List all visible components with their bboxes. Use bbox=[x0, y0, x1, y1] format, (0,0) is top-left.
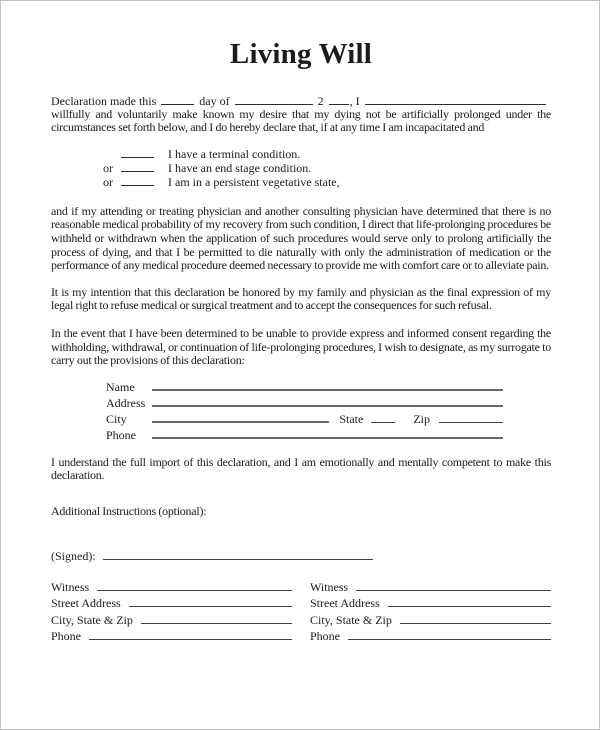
surrogate-phone-row bbox=[106, 428, 503, 444]
terminal-condition-field[interactable] bbox=[121, 148, 154, 158]
surrogate-state-field[interactable] bbox=[371, 412, 395, 423]
or-label: or bbox=[103, 160, 113, 175]
signed-row bbox=[51, 549, 376, 564]
conditions-list bbox=[103, 148, 551, 189]
surrogate-fields-block bbox=[106, 380, 503, 444]
phone-label: Phone bbox=[310, 629, 340, 644]
zip-label: Zip bbox=[413, 411, 430, 426]
witness-column-1 bbox=[51, 580, 292, 646]
street-address-label: Street Address bbox=[310, 596, 380, 611]
page-title: Living Will bbox=[229, 38, 373, 70]
surrogate-name-field[interactable] bbox=[152, 380, 503, 391]
condition-label: I am in a persistent vegetative state, bbox=[168, 174, 340, 189]
witness2-street-field[interactable] bbox=[388, 596, 551, 607]
surrogate-city-field[interactable] bbox=[152, 412, 329, 423]
condition-row-end-stage bbox=[103, 162, 551, 175]
comma-i-label: , I bbox=[349, 93, 360, 108]
city-state-zip-label: City, State & Zip bbox=[51, 612, 133, 627]
condition-label: I have a terminal condition. bbox=[168, 147, 301, 162]
end-stage-condition-field[interactable] bbox=[121, 162, 154, 172]
signature-field[interactable] bbox=[103, 549, 373, 560]
city-label: City bbox=[106, 411, 127, 426]
witness-citystatezip-row bbox=[310, 613, 551, 630]
condition-row-terminal bbox=[103, 148, 551, 161]
day-field[interactable] bbox=[161, 94, 194, 105]
witness-citystatezip-row bbox=[51, 613, 292, 630]
witness1-city-state-zip-field[interactable] bbox=[141, 613, 292, 624]
witness-phone-row bbox=[51, 629, 292, 646]
declarant-name-field[interactable] bbox=[365, 94, 546, 105]
surrogate-name-row bbox=[106, 380, 503, 396]
address-label: Address bbox=[106, 395, 146, 410]
surrogate-paragraph: In the event that I have been determined to be unable to provide express and informed consent regarding the withholding, withdrawal, or continuation of life-prolonging procedures, I wish to designate, as my surrogate to carry out the provisions of this declaration: bbox=[51, 326, 551, 368]
condition-label: I have an end stage condition. bbox=[168, 160, 312, 175]
witness-label: Witness bbox=[310, 579, 349, 594]
witness1-name-field[interactable] bbox=[97, 580, 292, 591]
directive-paragraph: and if my attending or treating physician and another consulting physician have determined that there is no reasonable medical probability of my recovery from such condition, I direct that life-prolonging procedures be withheld or withdrawn when the application of such procedures would serve only to prolong artificially the process of dying, and that I be permitted to die naturally with only the administration of medication or the performance of any medical procedure deemed necessary to provide me with comfort care or to alleviate pain. bbox=[51, 203, 551, 273]
phone-label: Phone bbox=[51, 629, 81, 644]
surrogate-address-field[interactable] bbox=[152, 396, 503, 407]
street-address-label: Street Address bbox=[51, 596, 121, 611]
signed-label: (Signed): bbox=[51, 548, 96, 563]
witness-street-row bbox=[310, 596, 551, 613]
witness1-street-field[interactable] bbox=[129, 596, 292, 607]
phone-label: Phone bbox=[106, 427, 136, 442]
witness2-city-state-zip-field[interactable] bbox=[400, 613, 551, 624]
day-of-label: day of bbox=[199, 93, 230, 108]
witness-name-row bbox=[310, 580, 551, 597]
witness-name-row bbox=[51, 580, 292, 597]
witness-street-row bbox=[51, 596, 292, 613]
name-label: Name bbox=[106, 379, 135, 394]
year-field[interactable] bbox=[329, 94, 349, 105]
surrogate-city-row bbox=[106, 412, 503, 428]
surrogate-address-row bbox=[106, 396, 503, 412]
competence-paragraph: I understand the full import of this declaration, and I am emotionally and mentally competent to make this declaration. bbox=[51, 454, 551, 483]
surrogate-zip-field[interactable] bbox=[439, 412, 503, 423]
declaration-made-this-label: Declaration made this bbox=[51, 93, 157, 108]
witness-section bbox=[51, 580, 551, 646]
witness-phone-row bbox=[310, 629, 551, 646]
city-state-zip-label: City, State & Zip bbox=[310, 612, 392, 627]
month-field[interactable] bbox=[235, 94, 313, 105]
witness2-phone-field[interactable] bbox=[348, 629, 551, 640]
year-prefix-label: 2 bbox=[317, 93, 324, 108]
state-label: State bbox=[339, 411, 364, 426]
intention-paragraph: It is my intention that this declaration be honored by my family and physician as the final expression of my legal right to refuse medical or surgical treatment and to accept the consequences for such refusal. bbox=[51, 284, 551, 313]
additional-instructions-label: Additional Instructions (optional): bbox=[51, 504, 207, 518]
witness1-phone-field[interactable] bbox=[89, 629, 292, 640]
or-label: or bbox=[103, 174, 113, 189]
witness-label: Witness bbox=[51, 579, 90, 594]
condition-row-vegetative bbox=[103, 176, 551, 189]
witness2-name-field[interactable] bbox=[356, 580, 551, 591]
surrogate-phone-field[interactable] bbox=[152, 428, 503, 439]
vegetative-state-field[interactable] bbox=[121, 176, 154, 186]
witness-column-2 bbox=[310, 580, 551, 646]
declaration-date-line bbox=[51, 94, 551, 108]
opening-paragraph: willfully and voluntarily make known my desire that my dying not be artificially prolonged under the circumstances set forth below, and I do hereby declare that, if at any time I am incapacitated and bbox=[51, 106, 551, 135]
